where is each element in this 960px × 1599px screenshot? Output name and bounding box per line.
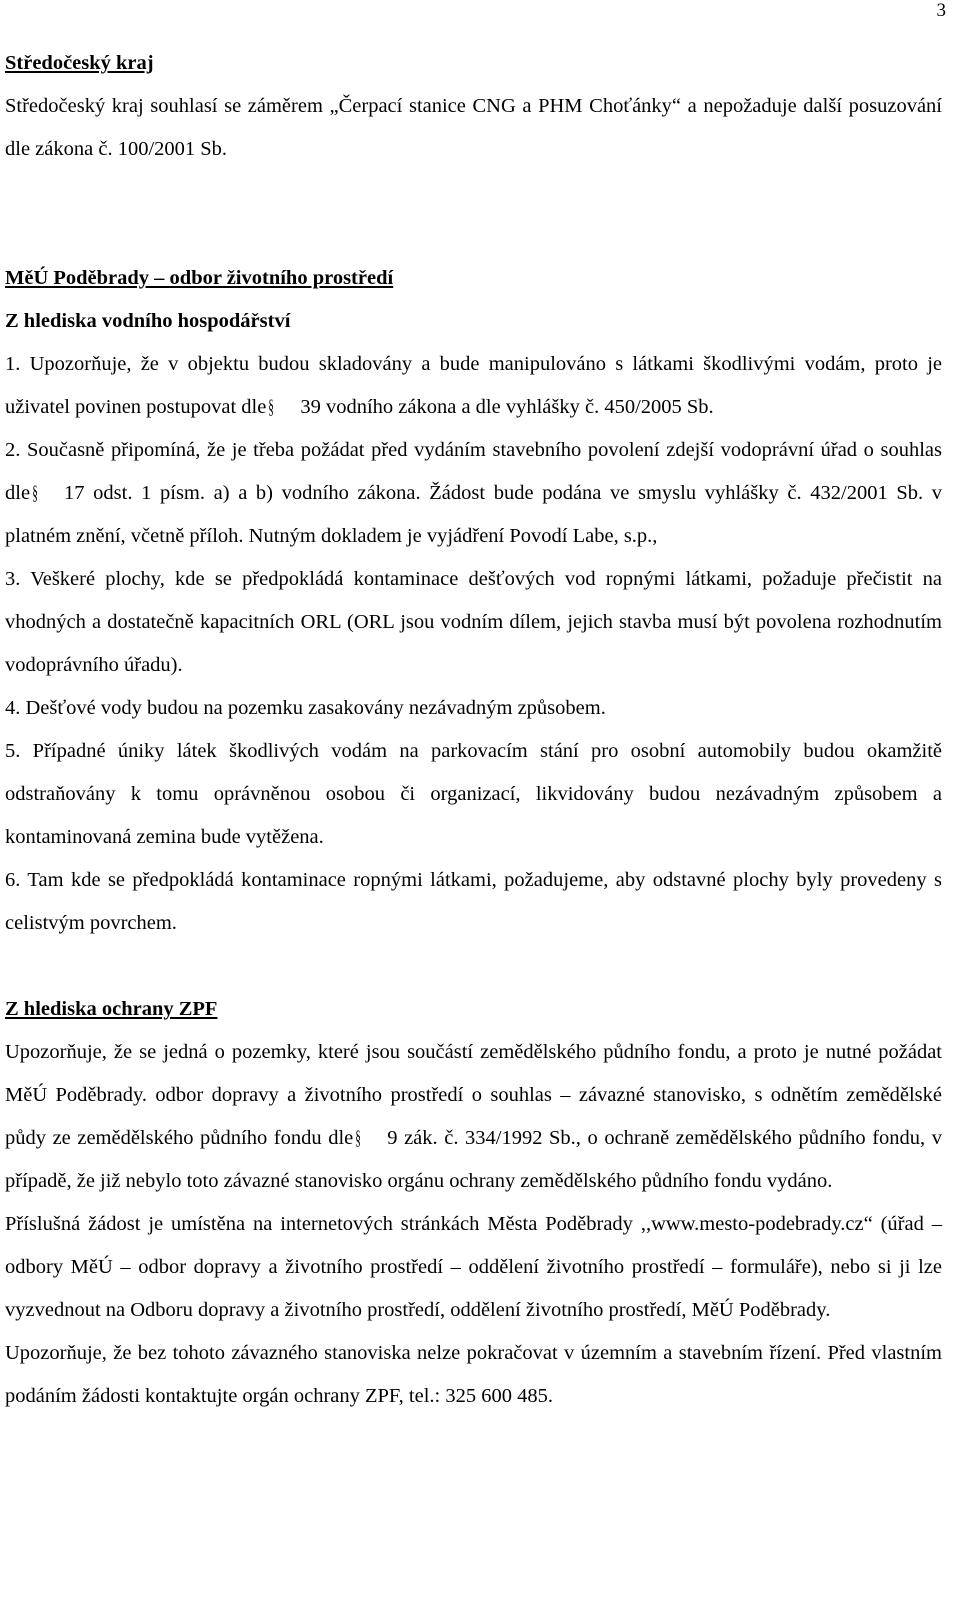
list-item-2-part-a: 2. Současně připomíná, že je třeba požádat před vydáním stavebního povolení zdejší vodoprávní úřad o souhlas dle — [5, 439, 942, 504]
list-item-4: 4. Dešťové vody budou na pozemku zasakovány nezávadným způsobem. — [5, 697, 606, 719]
paragraph-stredocesky-kraj: Středočeský kraj souhlasí se záměrem „Čerpací stanice CNG a PHM Choťánky“ a nepožaduje další posuzování dle zákona č. 100/2001 Sb. — [5, 95, 942, 160]
paragraph-zpf-1 — [5, 1031, 942, 1203]
section-heading-meu-podebrady: MěÚ Poděbrady – odbor životního prostředí — [5, 267, 394, 289]
list-item-1-part-a: 1. Upozorňuje, že v objektu budou skladovány a bude manipulováno s látkami škodlivými vodám, proto je uživatel povinen postupovat dle — [5, 353, 942, 418]
section-sign — [266, 386, 300, 429]
paragraph-zpf-1-part-b: 9 zák. č. 334/1992 Sb., o ochraně zemědělského půdního fondu, v případě, že již nebylo toto závazné stanovisko orgánu ochrany zemědělského půdního fondu vydáno. — [5, 1127, 942, 1192]
subheading-vodni-hospodarstvi: Z hlediska vodního hospodářství — [5, 310, 291, 332]
list-item-2-part-b: 17 odst. 1 písm. a) a b) vodního zákona. Žádost bude podána ve smyslu vyhlášky č. 432/2001 Sb. v platném znění, včetně příloh. Nutným dokladem je vyjádření Povodí Labe, s.p., — [5, 482, 942, 547]
list-item-1 — [5, 343, 942, 429]
list-item-3: 3. Veškeré plochy, kde se předpokládá kontaminace dešťových vod ropnými látkami, požaduje přečistit na vhodných a dostatečně kapacitních ORL (ORL jsou vodním dílem, jejich stavba musí být povolena rozhodnutím vodoprávního úřadu). — [5, 568, 942, 676]
document-body — [5, 42, 942, 1418]
paragraph-zpf-3: Upozorňuje, že bez tohoto závazného stanoviska nelze pokračovat v územním a stavebním řízení. Před vlastním podáním žádosti kontaktujte orgán ochrany ZPF, tel.: 325 600 485. — [5, 1342, 942, 1407]
list-item-2 — [5, 429, 942, 558]
list-item-5: 5. Případné úniky látek škodlivých vodám na parkovacím stání pro osobní automobily budou okamžitě odstraňovány k tomu oprávněnou osobou či organizací, likvidovány budou nezávadným způsobem a kontaminovaná zemina bude vytěžena. — [5, 740, 942, 848]
section-sign — [30, 472, 64, 515]
page-number: 3 — [936, 0, 946, 21]
paragraph-zpf-1-part-a: Upozorňuje, že se jedná o pozemky, které jsou součástí zemědělského půdního fondu, a proto je nutné požádat MěÚ Poděbrady. odbor dopravy a životního prostředí o souhlas – závazné stanovisko, s odnětím zemědělské půdy ze zemědělského půdního fondu dle — [5, 1041, 942, 1149]
spacer — [5, 171, 942, 257]
section-heading-stredocesky-kraj: Středočeský kraj — [5, 52, 154, 74]
spacer — [5, 945, 942, 988]
paragraph-zpf-2: Příslušná žádost je umístěna na internetových stránkách Města Poděbrady ,,www.mesto-podebrady.cz“ (úřad – odbory MěÚ – odbor dopravy a životního prostředí – oddělení životního prostředí – formuláře), nebo si ji lze vyzvednout na Odboru dopravy a životního prostředí, oddělení životního prostředí, MěÚ Poděbrady. — [5, 1213, 942, 1321]
list-item-1-part-b: 39 vodního zákona a dle vyhlášky č. 450/2005 Sb. — [300, 396, 714, 418]
section-heading-ochrana-zpf: Z hlediska ochrany ZPF — [5, 998, 218, 1020]
list-item-6: 6. Tam kde se předpokládá kontaminace ropnými látkami, požadujeme, aby odstavné plochy byly provedeny s celistvým povrchem. — [5, 869, 942, 934]
section-sign — [353, 1117, 387, 1160]
